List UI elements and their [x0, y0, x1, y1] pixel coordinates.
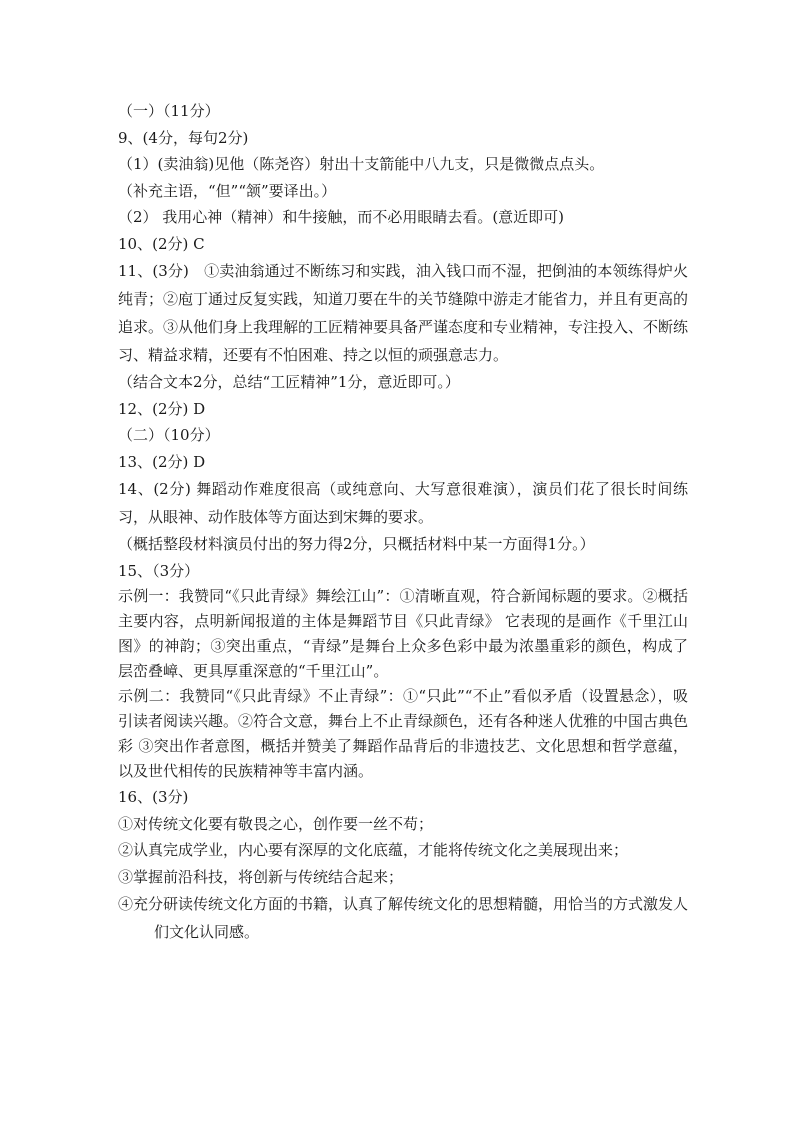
q11-note: （结合文本2分，总结“工匠精神”1分，意近即可。）	[118, 373, 460, 391]
q9-answer-2: （2） 我用心神（精神）和牛接触，而不必用眼睛去看。(意近即可)	[118, 208, 565, 226]
q12-answer: 12、(2分) D	[118, 399, 206, 418]
q9-answer-1: （1）(卖油翁)见他（陈尧咨）射出十支箭能中八九支，只是微微点点头。	[118, 155, 605, 173]
section-one-heading: （一）（11分）	[118, 102, 220, 120]
answer-key-page	[118, 98, 688, 946]
q14-note: （概括整段材料演员付出的努力得2分，只概括材料中某一方面得1分。）	[118, 535, 595, 553]
q16-heading: 16、(3分)	[118, 788, 189, 806]
q9-heading: 9、(4分，每句2分)	[118, 128, 249, 147]
q16-point-3: ③掌握前沿科技，将创新与传统结合起来；	[118, 867, 404, 886]
q11-answer: 11、(3分) ①卖油翁通过不断练习和实践，油入钱口而不湿，把倒油的本领练得炉火纯青；②庖丁通过反复实践，知道刀要在牛的关节缝隙中游走才能省力，并且有更高的追求。③从他们身上我理解的工匠精神要具备严谨态度和专业精神，专注投入、不断练习、精益求精，还要有不怕困难、持之以恒的顽强意志力。	[118, 262, 689, 364]
q9-note: （补充主语，“但”“颔”要译出。）	[118, 181, 337, 200]
q14-answer: 14、(2分) 舞蹈动作难度很高（或纯意向、大写意很难演），演员们花了很长时间练习，从眼神、动作肢体等方面达到宋舞的要求。	[118, 480, 688, 526]
q16-point-1: ①对传统文化要有敬畏之心，创作要一丝不苟；	[118, 814, 434, 833]
q16-point-2: ②认真完成学业，内心要有深厚的文化底蕴，才能将传统文化之美展现出来；	[118, 841, 629, 859]
section-two-heading: （二）（10分）	[118, 426, 220, 444]
q15-example-2: 示例二：我赞同“《只此青绿》不止青绿”：①“只此”“不止”看似矛盾（设置悬念），吸引读者阅读兴趣。②符合文意，舞台上不止青绿颜色，还有各种迷人优雅的中国古典色彩 ③突出作者意图，概括并赞美了舞蹈作品背后的非遗技艺、文化思想和哲学意蕴，以及世代相传的民族精神等丰富内涵。	[118, 687, 689, 780]
q15-heading: 15、（3分）	[118, 561, 200, 580]
q13-answer: 13、(2分) D	[118, 452, 206, 471]
q16-point-4: ④充分研读传统文化方面的书籍，认真了解传统文化的思想精髓，用恰当的方式激发人们文化认同感。	[118, 895, 689, 941]
q15-example-1: 示例一：我赞同“《只此青绿》舞绘江山”：①清晰直观，符合新闻标题的要求。②概括主要内容，点明新闻报道的主体是舞蹈节目《只此青绿》 它表现的是画作《千里江山图》的神韵；③突出重点，“青绿”是舞台上众多色彩中最为浓墨重彩的颜色，构成了层峦叠嶂、更具厚重深意的“千里江山”。	[118, 587, 688, 680]
q10-answer: 10、(2分) C	[118, 234, 205, 253]
